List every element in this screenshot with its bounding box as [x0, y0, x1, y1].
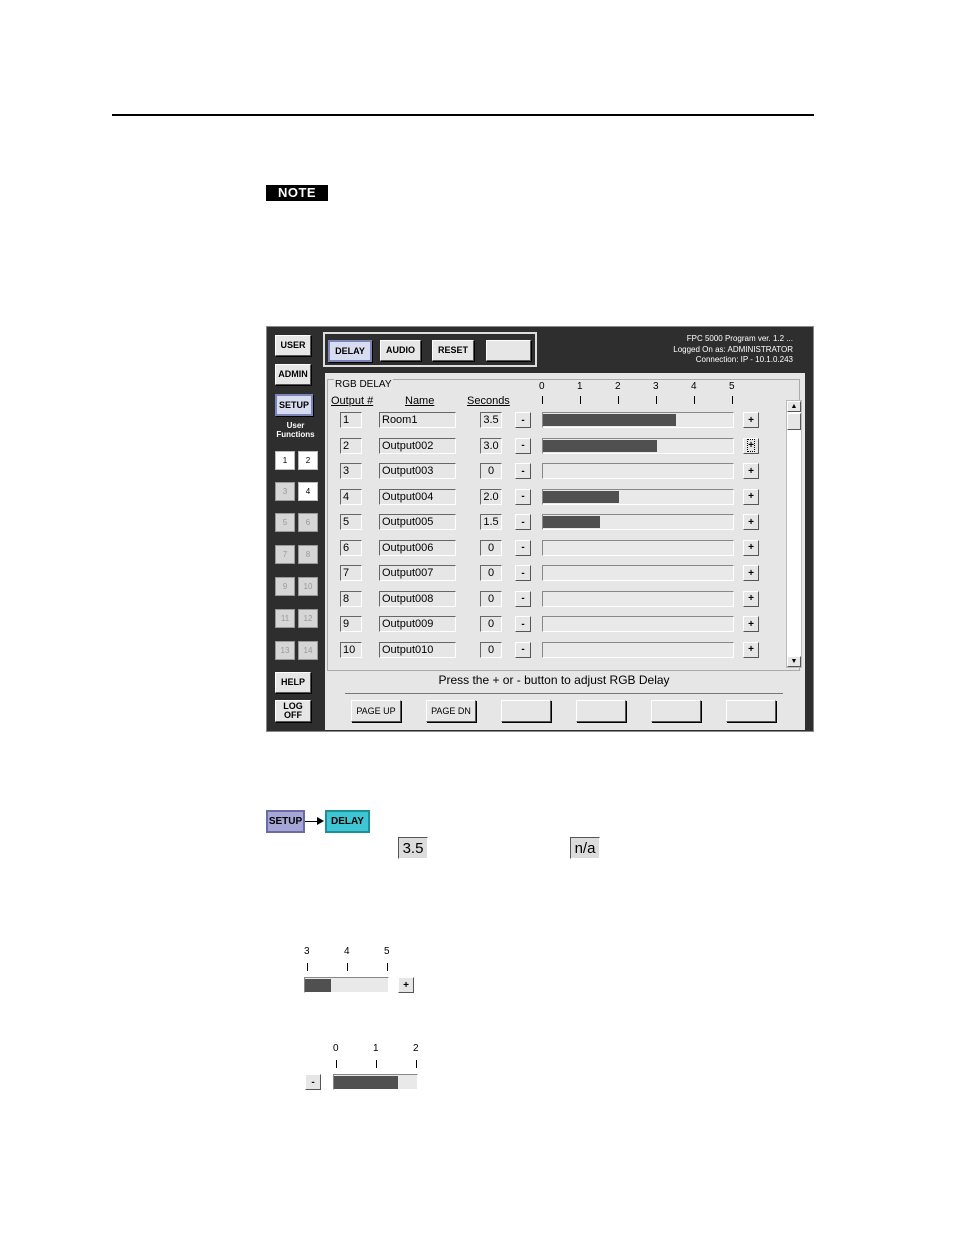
help-button[interactable]: HELP — [275, 672, 311, 693]
user-function-button-12[interactable]: 12 — [298, 609, 318, 628]
delay-track — [542, 591, 734, 607]
scale-tick-label: 1 — [577, 381, 583, 392]
min-scale-tick-label: 1 — [373, 1043, 379, 1054]
output-name-field[interactable]: Output002 — [379, 438, 456, 454]
connection-text: Connection: IP - 10.1.0.243 — [695, 355, 793, 364]
output-name-field[interactable]: Output006 — [379, 540, 456, 556]
output-name-field[interactable]: Output010 — [379, 642, 456, 658]
bottom-button-6[interactable] — [726, 700, 776, 722]
table-row — [328, 489, 788, 507]
max-scale-tick-label: 4 — [344, 946, 350, 957]
output-number-field: 4 — [340, 489, 362, 505]
plus-label: + — [748, 542, 754, 553]
output-number-field: 8 — [340, 591, 362, 607]
output-number-field: 1 — [340, 412, 362, 428]
scroll-up-icon[interactable]: ▲ — [787, 401, 801, 412]
table-row — [328, 565, 788, 583]
scale-tick-mark — [542, 396, 543, 404]
scale-tick-label: 2 — [615, 381, 621, 392]
plus-label: + — [748, 567, 754, 579]
plus-label: + — [748, 516, 754, 528]
min-scale-tick-mark — [376, 1060, 377, 1068]
minus-button[interactable]: - — [515, 463, 531, 479]
max-scale-tick-mark — [387, 963, 388, 971]
plus-label: + — [748, 414, 754, 426]
user-function-button-13[interactable]: 13 — [275, 641, 295, 660]
logoff-line-1: LOG — [283, 701, 303, 711]
user-function-button-11[interactable]: 11 — [275, 609, 295, 628]
seconds-field: 0 — [480, 616, 502, 632]
user-function-button-1[interactable]: 1 — [275, 451, 295, 470]
user-function-button-2[interactable]: 2 — [298, 451, 318, 470]
na-box-example: n/a — [570, 837, 600, 859]
bottom-button-3[interactable] — [501, 700, 551, 722]
user-functions-label — [267, 421, 324, 439]
user-functions-line-1: User — [286, 421, 305, 430]
plus-button[interactable] — [743, 412, 759, 428]
note-label: NOTE — [266, 185, 328, 201]
max-example-track — [304, 977, 389, 993]
max-scale-tick-mark — [347, 963, 348, 971]
scale-tick-mark — [656, 396, 657, 404]
delay-fill-bar — [543, 414, 676, 426]
table-row — [328, 412, 788, 430]
delay-button-example: DELAY — [325, 810, 370, 833]
bottom-separator — [345, 693, 783, 694]
max-example-plus-button: + — [398, 977, 414, 993]
connection-info — [673, 334, 793, 366]
minus-button[interactable]: - — [515, 489, 531, 505]
header-rule — [112, 114, 814, 116]
tab-audio[interactable]: AUDIO — [380, 340, 421, 361]
user-function-button-9[interactable]: 9 — [275, 577, 295, 596]
tab-reset[interactable]: RESET — [432, 340, 474, 361]
output-name-field[interactable]: Output004 — [379, 489, 456, 505]
output-name-field[interactable]: Output009 — [379, 616, 456, 632]
minus-button[interactable]: - — [515, 540, 531, 556]
seconds-field: 1.5 — [480, 514, 502, 530]
max-scale-tick-label: 5 — [384, 946, 390, 957]
plus-button[interactable] — [743, 438, 759, 454]
fpc-screenshot — [266, 326, 814, 732]
seconds-field: 2.0 — [480, 489, 502, 505]
tab-bar — [323, 332, 537, 367]
minus-button[interactable]: - — [515, 642, 531, 658]
plus-button[interactable] — [743, 463, 759, 479]
table-row — [328, 591, 788, 609]
delay-fill-bar — [543, 516, 600, 528]
bottom-button-1[interactable]: PAGE UP — [351, 700, 401, 722]
output-number-field: 5 — [340, 514, 362, 530]
scroll-down-icon[interactable]: ▼ — [787, 656, 801, 667]
output-number-field: 9 — [340, 616, 362, 632]
min-scale-tick-mark — [416, 1060, 417, 1068]
delay-track — [542, 489, 734, 505]
output-number-field: 7 — [340, 565, 362, 581]
scrollbar[interactable] — [786, 400, 802, 668]
table-row — [328, 438, 788, 456]
seconds-field: 0 — [480, 565, 502, 581]
table-row — [328, 463, 788, 481]
tab-blank[interactable] — [486, 340, 531, 361]
arrow-right-icon — [317, 817, 324, 825]
seconds-field: 0 — [480, 540, 502, 556]
min-example-minus-button: - — [305, 1074, 321, 1090]
max-example-fill — [305, 979, 331, 992]
plus-button[interactable] — [743, 616, 759, 632]
min-scale-tick-mark — [336, 1060, 337, 1068]
user-function-button-10[interactable]: 10 — [298, 577, 318, 596]
min-scale-tick-label: 2 — [413, 1043, 419, 1054]
scale-tick-mark — [694, 396, 695, 404]
plus-button[interactable] — [743, 565, 759, 581]
scroll-thumb[interactable] — [787, 413, 801, 430]
version-text: FPC 5000 Program ver. 1.2 ... — [686, 334, 793, 343]
minus-button[interactable]: - — [515, 438, 531, 454]
scale-tick-label: 5 — [729, 381, 735, 392]
max-scale-tick-label: 3 — [304, 946, 310, 957]
delay-track — [542, 412, 734, 428]
output-name-field[interactable]: Output003 — [379, 463, 456, 479]
delay-track — [542, 514, 734, 530]
output-name-field[interactable]: Room1 — [379, 412, 456, 428]
output-name-field[interactable]: Output005 — [379, 514, 456, 530]
plus-label: + — [748, 593, 754, 604]
delay-track — [542, 565, 734, 581]
user-function-button-4[interactable]: 4 — [298, 482, 318, 501]
user-functions-line-2: Functions — [276, 430, 315, 439]
user-function-button-14[interactable]: 14 — [298, 641, 318, 660]
plus-button[interactable] — [743, 514, 759, 530]
user-function-button-3[interactable]: 3 — [275, 482, 295, 501]
scale-tick-mark — [732, 396, 733, 404]
min-example-track — [333, 1074, 418, 1090]
table-row — [328, 616, 788, 634]
scale-tick-label: 3 — [653, 381, 659, 392]
logoff-button[interactable] — [275, 700, 311, 722]
plus-button[interactable] — [743, 642, 759, 658]
delay-fill-bar — [543, 440, 657, 452]
user-function-button-8[interactable]: 8 — [298, 545, 318, 564]
plus-button[interactable] — [743, 489, 759, 505]
delay-track — [542, 540, 734, 556]
output-number-field: 3 — [340, 463, 362, 479]
minus-button[interactable]: - — [515, 591, 531, 607]
setup-button-example: SETUP — [266, 810, 305, 833]
minus-button[interactable]: - — [515, 616, 531, 632]
table-row — [328, 514, 788, 532]
seconds-field: 3.5 — [480, 412, 502, 428]
plus-button[interactable] — [743, 591, 759, 607]
scale-tick-mark — [580, 396, 581, 404]
rgb-delay-panel — [325, 373, 805, 730]
instruction-text: Press the + or - button to adjust RGB Delay — [438, 673, 670, 687]
minus-button[interactable]: - — [515, 514, 531, 530]
min-example-fill — [334, 1076, 398, 1089]
delay-track — [542, 438, 734, 454]
delay-track — [542, 463, 734, 479]
setup-button[interactable]: SETUP — [275, 394, 313, 416]
output-name-field[interactable]: Output007 — [379, 565, 456, 581]
output-name-field[interactable]: Output008 — [379, 591, 456, 607]
delay-track — [542, 642, 734, 658]
user-function-button-5[interactable]: 5 — [275, 513, 295, 532]
rgb-delay-group — [327, 379, 800, 671]
table-row — [328, 642, 788, 660]
delay-fill-bar — [543, 491, 619, 503]
bottom-button-4[interactable] — [576, 700, 626, 722]
output-number-field: 10 — [340, 642, 362, 658]
bottom-button-5[interactable] — [651, 700, 701, 722]
plus-label: + — [748, 440, 754, 451]
user-function-button-7[interactable]: 7 — [275, 545, 295, 564]
output-number-field: 6 — [340, 540, 362, 556]
seconds-field: 3.0 — [480, 438, 502, 454]
scale-tick-label: 0 — [539, 381, 545, 392]
seconds-header: Seconds — [467, 395, 510, 407]
name-header: Name — [405, 395, 435, 407]
user-function-button-6[interactable]: 6 — [298, 513, 318, 532]
minus-button[interactable]: - — [515, 565, 531, 581]
tab-delay[interactable]: DELAY — [328, 340, 372, 362]
plus-label: + — [748, 491, 754, 502]
scale-tick-mark — [618, 396, 619, 404]
plus-label: + — [748, 465, 754, 477]
plus-button[interactable] — [743, 540, 759, 556]
user-button[interactable]: USER — [275, 335, 311, 356]
max-scale-tick-mark — [307, 963, 308, 971]
seconds-field: 0 — [480, 463, 502, 479]
scale-tick-label: 4 — [691, 381, 697, 392]
output-number-field: 2 — [340, 438, 362, 454]
logged-on-text: Logged On as: ADMINISTRATOR — [673, 344, 793, 354]
plus-label: + — [748, 644, 754, 655]
logoff-line-2: OFF — [284, 710, 302, 720]
seconds-field: 0 — [480, 642, 502, 658]
group-title: RGB DELAY — [335, 379, 392, 390]
output-header: Output # — [331, 395, 374, 407]
bottom-button-2[interactable]: PAGE DN — [426, 700, 476, 722]
minus-button[interactable]: - — [515, 412, 531, 428]
plus-label: + — [748, 618, 754, 630]
admin-button[interactable]: ADMIN — [275, 364, 311, 385]
table-row — [328, 540, 788, 558]
min-scale-tick-label: 0 — [333, 1043, 339, 1054]
delay-track — [542, 616, 734, 632]
seconds-field: 0 — [480, 591, 502, 607]
value-box-example: 3.5 — [398, 837, 428, 859]
